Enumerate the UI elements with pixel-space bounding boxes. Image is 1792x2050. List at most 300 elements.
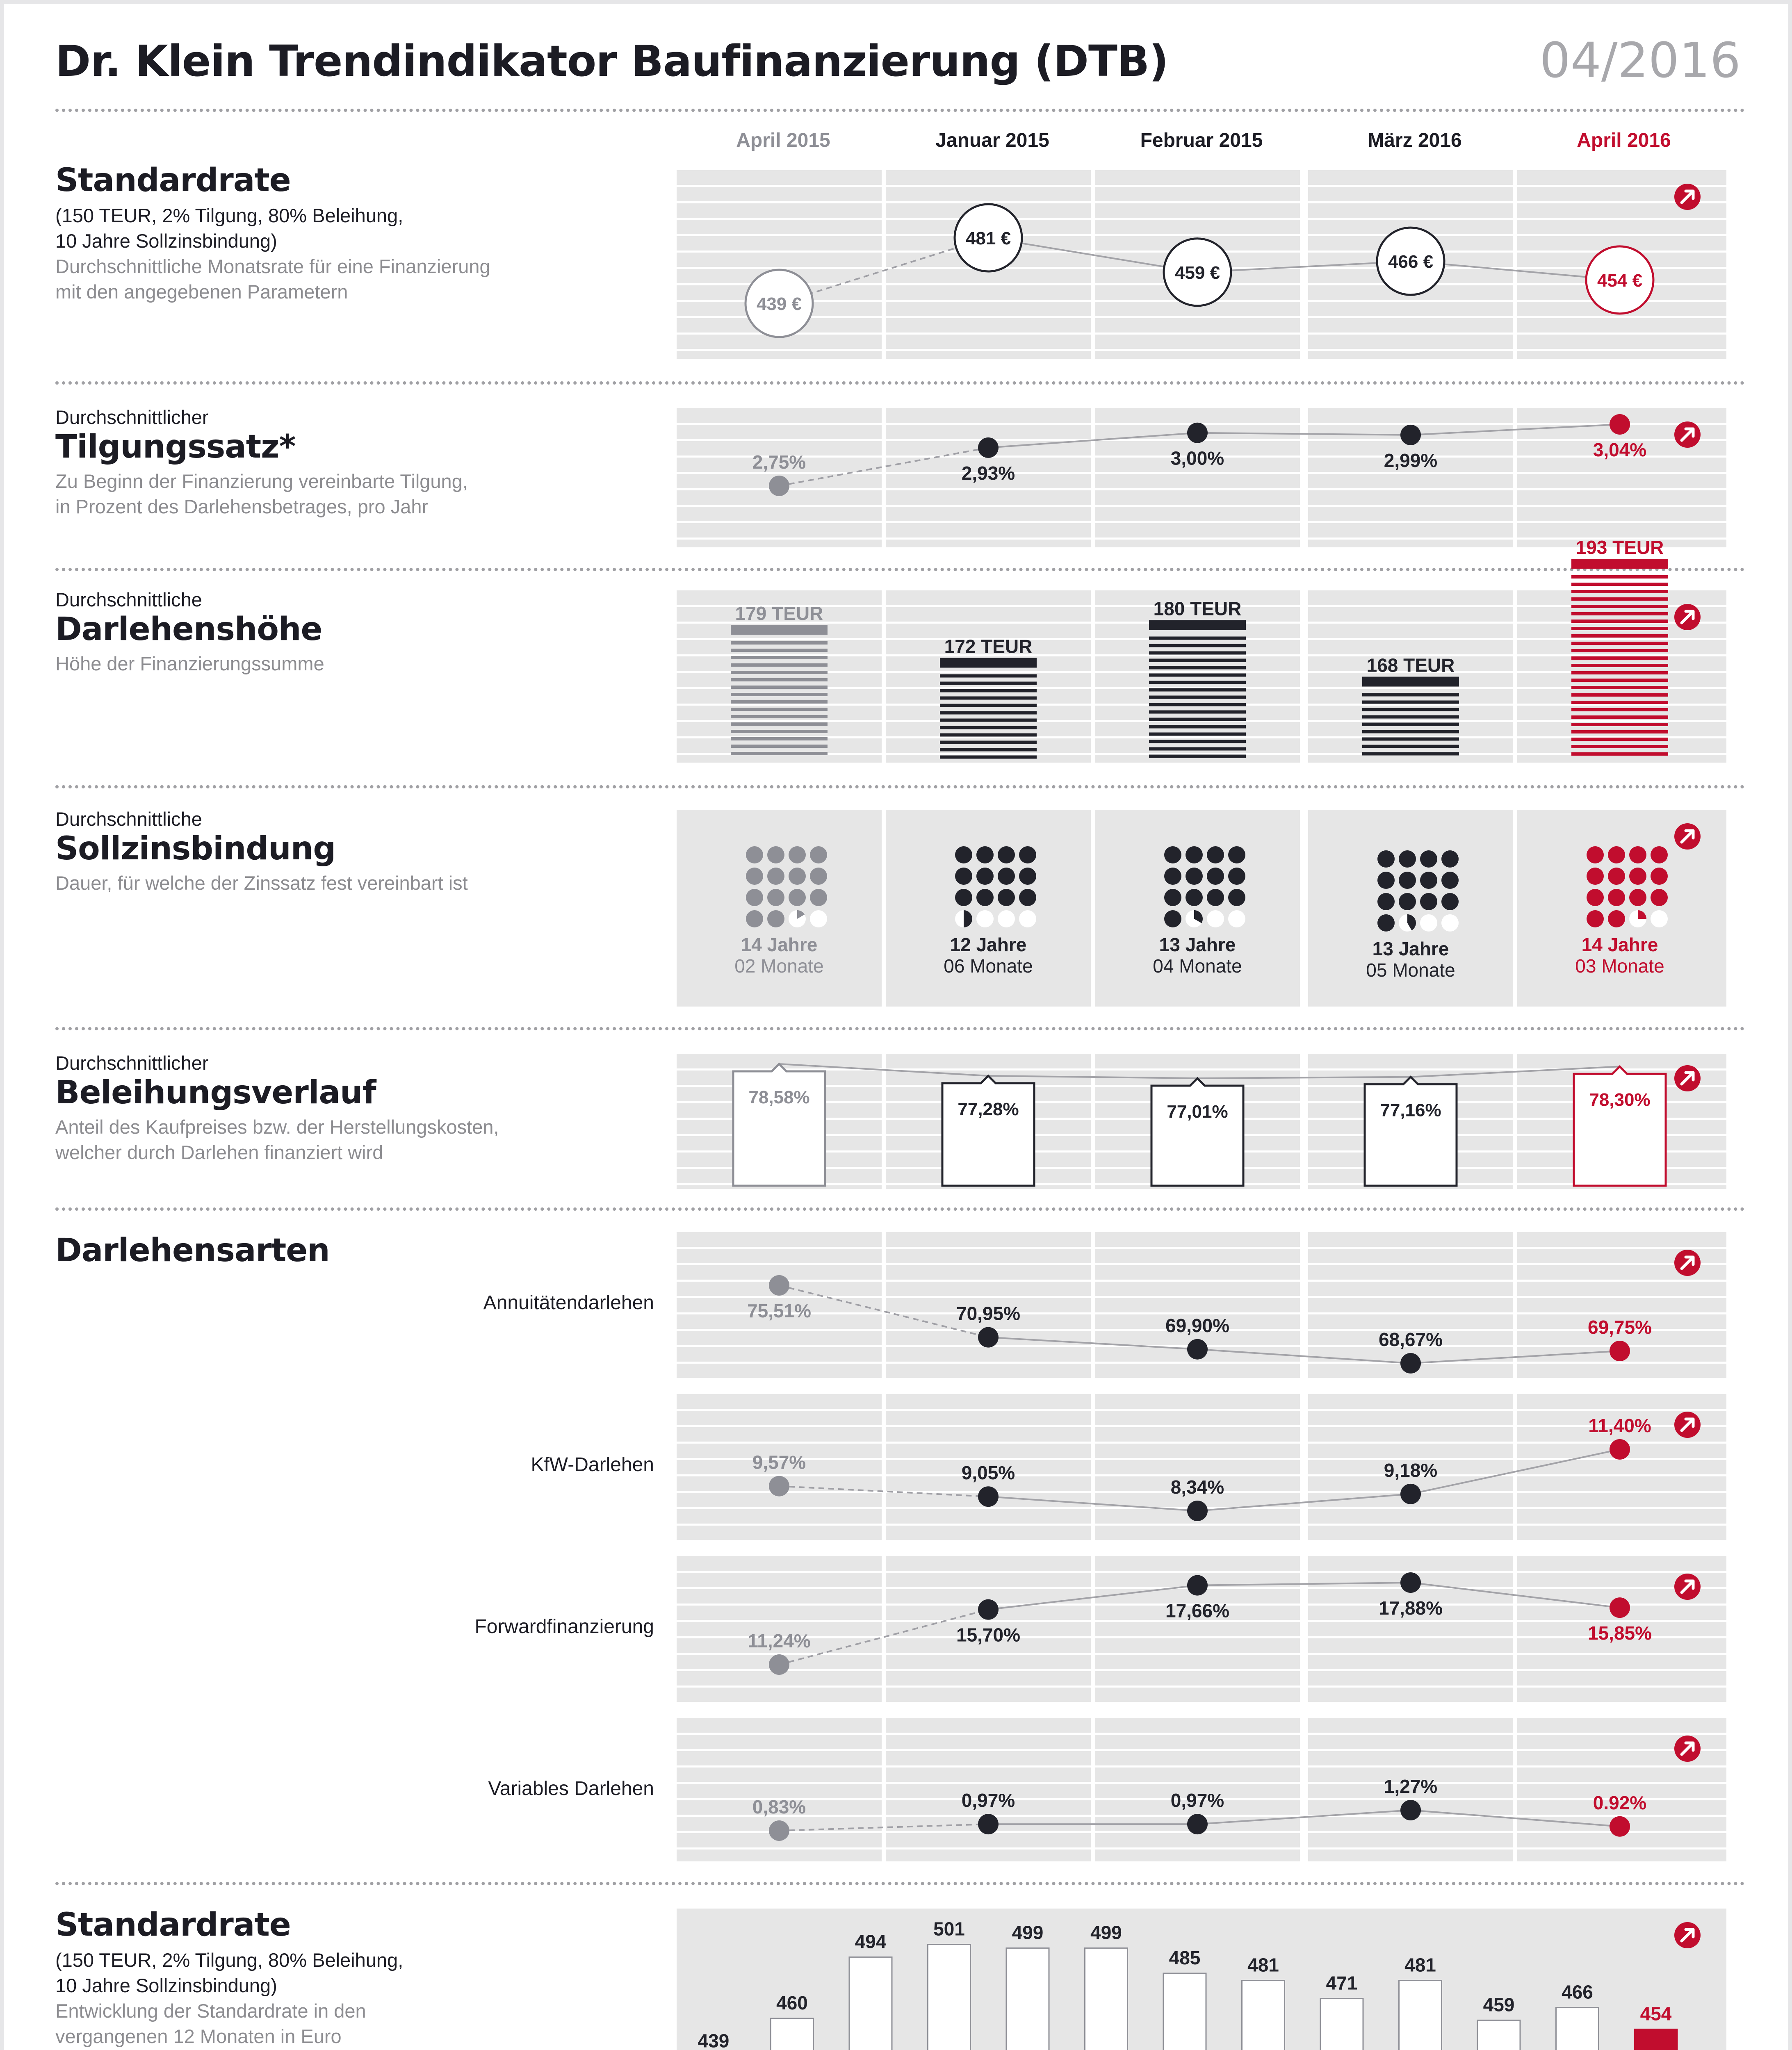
panel-stripe [677,538,882,540]
bar-stripe [1362,715,1459,719]
panel-stripe [1308,423,1513,425]
value-box [942,1076,1034,1186]
annuitaeten-label: Annuitätendarlehen [483,1292,654,1314]
panel-stripe [1308,1847,1513,1850]
panel-stripe [1517,1507,1726,1509]
bar-stripe [731,730,828,733]
panel-stripe [1517,472,1726,474]
data-label: 459 [1483,1994,1515,2016]
panel-stripe [1095,1571,1300,1573]
panel-stripe [1095,1749,1300,1751]
empty-dot [810,910,827,927]
bar-stripe [940,697,1037,700]
data-point [1610,1597,1630,1618]
bar-cap [1571,559,1668,569]
panel-stripe [1095,1765,1300,1768]
panel-stripe [1517,1296,1726,1298]
variabel-chart [677,1718,1747,1861]
bar-stripe [940,733,1037,737]
data-label: 11,24% [748,1630,811,1651]
bar-stripe [1571,701,1668,704]
panel-stripe [886,753,1091,755]
data-point [1610,1341,1630,1361]
panel-stripe [886,1296,1091,1298]
data-label: 471 [1326,1972,1358,1994]
panel-stripe [1517,720,1726,722]
year-dot [1441,893,1459,910]
data-label: 70,95% [956,1303,1021,1324]
data-label: 15,85% [1587,1622,1652,1644]
panel-stripe [886,333,1091,335]
year-dot [1164,846,1181,863]
panel-stripe [1095,1263,1300,1265]
panel-stripe [1095,1409,1300,1411]
bar-stripe [940,704,1037,707]
panel-stripe [1095,1068,1300,1071]
panel-stripe [1517,1571,1726,1573]
panel-stripe [1308,1442,1513,1444]
panel-stripe [886,1247,1091,1249]
panel-stripe [1095,1686,1300,1688]
panel-stripe [1095,1312,1300,1314]
bar-stripe [731,649,828,652]
panel-stripe [677,349,882,351]
bar-stripe [1571,686,1668,689]
data-label: 499 [1012,1922,1044,1943]
bar [849,1957,892,2050]
bar-cap [940,658,1037,668]
panel-stripe [1308,521,1513,523]
year-dot [955,889,972,906]
bar-stripe [1362,693,1459,697]
panel-stripe [1308,472,1513,474]
column-header-april-2015: April 2015 [736,130,830,151]
year-dot [810,846,827,863]
data-point [1187,423,1208,443]
year-dot [1587,846,1604,863]
bar-stripe [1571,642,1668,645]
panel-stripe [1095,1540,1300,1542]
bar-stripe [1149,644,1246,647]
data-label: 193 TEUR [1575,537,1664,558]
panel-stripe [677,1329,882,1331]
data-point [1400,1353,1421,1374]
bar-stripe [1149,696,1246,699]
darlehensarten-title: Darlehensarten [55,1232,330,1269]
panel-stripe [886,1507,1091,1509]
panel-stripe [886,185,1091,187]
panel-stripe [1095,1782,1300,1784]
panel-stripe [677,1507,882,1509]
data-point [978,1599,999,1620]
year-dot [746,910,763,927]
year-dot [1164,889,1181,906]
year-dot [1629,846,1646,863]
panel-stripe [886,1540,1091,1542]
panel-stripe [1517,1669,1726,1671]
verlauf-params-1: (150 TEUR, 2% Tilgung, 80% Beleihung, [55,1949,404,1971]
bar-stripe [731,671,828,674]
year-dot [1420,893,1437,910]
beleihung-desc-1: Anteil des Kaufpreises bzw. der Herstellungskosten, [55,1116,499,1138]
panel-stripe [1308,1409,1513,1411]
data-label: 2,99% [1384,449,1438,471]
bar-stripe [940,756,1037,759]
panel-stripe [677,1540,882,1542]
standardrate-desc-2: mit den angegebenen Parametern [55,281,348,303]
data-label: 439 [698,2030,730,2050]
panel-stripe [1308,1636,1513,1638]
panel-stripe [677,1247,882,1249]
bar-stripe [1571,612,1668,615]
empty-dot [1651,910,1668,927]
panel-stripe [1517,1702,1726,1704]
empty-dot [1441,914,1459,932]
panel-stripe [677,1686,882,1688]
panel-stripe [886,1442,1091,1444]
panel-stripe [886,1653,1091,1655]
panel-stripe [1095,1733,1300,1735]
panel-stripe [1095,1847,1300,1850]
bar-stripe [1571,752,1668,756]
value-box [1365,1077,1457,1186]
panel-stripe [677,1847,882,1850]
panel-stripe [886,1669,1091,1671]
panel-stripe [1308,333,1513,335]
panel-stripe [886,1620,1091,1622]
panel-stripe [886,1362,1091,1364]
panel-stripe [1308,488,1513,490]
panel-stripe [1517,521,1726,523]
panel-stripe [1095,234,1300,236]
panel-stripe [1308,1296,1513,1298]
panel-stripe [1517,1378,1726,1380]
bar-stripe [731,641,828,645]
empty-dot [998,910,1015,927]
panel-stripe [677,439,882,441]
year-dot [1587,910,1604,927]
year-dot [1164,910,1181,927]
forward-label: Forwardfinanzierung [474,1616,654,1638]
data-label: 69,75% [1587,1317,1652,1338]
bar-stripe [1571,738,1668,741]
data-label: 499 [1090,1922,1122,1943]
panel-stripe [1095,333,1300,335]
panel-stripe [886,1263,1091,1265]
year-dot [1420,872,1437,889]
panel-stripe [677,251,882,253]
bar-stripe [1571,693,1668,697]
bar-cap [1362,677,1459,687]
column-header-februar-2015: Februar 2015 [1140,130,1263,151]
panel-stripe [677,704,882,706]
panel-stripe [1517,1409,1726,1411]
panel-stripe [886,1765,1091,1768]
sollzins-label [55,808,588,896]
panel-stripe [1308,1068,1513,1071]
bar [1399,1981,1442,2050]
empty-dot [1207,910,1224,927]
bar-stripe [1362,745,1459,748]
tilgung-label [55,406,588,519]
panel-stripe [886,1782,1091,1784]
panel-stripe [1308,1733,1513,1735]
year-dot [1587,889,1604,906]
panel-stripe [1095,1362,1300,1364]
arrow-circle-icon [1674,823,1701,850]
arrow-circle-icon [1674,604,1701,630]
panel-stripe [1095,1425,1300,1427]
panel-stripe [677,1296,882,1298]
panel-stripe [677,1733,882,1735]
panel-stripe [886,1524,1091,1526]
bar-stripe [1362,701,1459,704]
value-box [1151,1078,1243,1186]
kfw-chart [677,1394,1747,1542]
darlehenshoehe-label [55,588,588,676]
bar-stripe [1571,627,1668,630]
year-dot [767,889,784,906]
panel-stripe [886,505,1091,507]
data-label: 3,00% [1170,447,1224,469]
panel-stripe [886,1571,1091,1573]
data-label: 466 [1562,1981,1593,2003]
panel-stripe [1517,218,1726,220]
bar-stripe [1149,711,1246,714]
panel-stripe [677,1442,882,1444]
year-dot [976,868,994,885]
panel-background [886,810,1091,1007]
year-dot [1186,846,1203,863]
year-dot [746,868,763,885]
year-dot [1629,889,1646,906]
darlehenshoehe-pre: Durchschnittliche [55,589,202,610]
year-dot [767,910,784,927]
panel-stripe [1308,1669,1513,1671]
bar-stripe [1149,747,1246,751]
data-label: 2,75% [752,451,806,473]
bar-stripe [1571,583,1668,586]
panel-stripe [1095,1653,1300,1655]
panel-stripe [886,622,1091,624]
data-label: 494 [855,1931,887,1952]
column-header-januar-2015: Januar 2015 [935,130,1049,151]
year-dot [1164,868,1181,885]
panel-stripe [1517,505,1726,507]
panel-background [677,1556,882,1704]
darlehenshoehe-desc: Höhe der Finanzierungssumme [55,653,324,674]
empty-dot [976,910,994,927]
panel-stripe [1308,1247,1513,1249]
column-header-maerz-2016: März 2016 [1368,130,1462,151]
data-label: 77,16% [1380,1100,1441,1121]
data-label: 481 [1404,1954,1436,1976]
panel-stripe [1095,1280,1300,1282]
beleihung-pre: Durchschnittlicher [55,1052,209,1074]
bar-stripe [940,741,1037,744]
data-label: 179 TEUR [735,603,823,624]
data-point [769,1654,789,1675]
sollzins-pre: Durchschnittliche [55,808,202,830]
bar-stripe [1149,681,1246,684]
standardrate-chart [677,170,1747,359]
panel-stripe [1095,538,1300,540]
bar [1320,1999,1363,2050]
panel-stripe [1517,1733,1726,1735]
data-label: 9,57% [752,1451,806,1473]
panel-stripe [1308,1831,1513,1833]
data-label: 9,18% [1384,1459,1438,1481]
data-label: 2,93% [961,462,1015,484]
data-label: 1,27% [1384,1776,1438,1797]
panel-stripe [1517,1474,1726,1476]
years-label: 12 Jahre [950,934,1027,955]
panel-stripe [677,505,882,507]
panel-stripe [1308,218,1513,220]
panel-stripe [886,1847,1091,1850]
tilgung-chart [677,408,1747,547]
bar-stripe [940,711,1037,715]
months-label: 06 Monate [944,955,1033,977]
panel-stripe [1095,201,1300,203]
data-label: 460 [776,1992,808,2014]
bar-stripe [1571,575,1668,579]
year-dot [1587,868,1604,885]
verlauf-desc-1: Entwicklung der Standardrate in den [55,2000,366,2022]
bar-stripe [1362,730,1459,733]
sollzins-desc: Dauer, für welche der Zinssatz fest vereinbart ist [55,872,468,894]
bar-stripe [1571,671,1668,674]
year-dot [1629,868,1646,885]
year-dot [767,868,784,885]
bar-stripe [731,708,828,711]
bar-stripe [1149,637,1246,640]
panel-stripe [1308,622,1513,624]
data-label: 454 € [1597,270,1643,291]
verlauf-title: Standardrate [55,1906,291,1943]
year-dot [810,868,827,885]
data-point [1187,1814,1208,1834]
bar [1006,1948,1049,2050]
panel-stripe [677,1378,882,1380]
panel-stripe [1517,1312,1726,1314]
empty-dot [1228,910,1245,927]
data-label: 75,51% [747,1300,812,1321]
panel-stripe [677,234,882,236]
panel-stripe [677,423,882,425]
panel-stripe [1095,349,1300,351]
panel-stripe [1095,316,1300,318]
panel-stripe [677,1409,882,1411]
panel-stripe [1517,1540,1726,1542]
panel-stripe [677,1524,882,1526]
verlauf-params-2: 10 Jahre Sollzinsbindung) [55,1975,277,1996]
year-dot [1207,868,1224,885]
data-label: 9,05% [961,1462,1015,1484]
divider [55,785,1745,788]
arrow-circle-icon [1674,1574,1701,1600]
forward-chart [677,1556,1747,1704]
panel-stripe [886,1425,1091,1427]
tilgung-title: Tilgungssatz* [55,428,296,465]
panel-stripe [1308,1702,1513,1704]
data-point [1400,1572,1421,1593]
panel-stripe [1095,1296,1300,1298]
panel-stripe [1517,488,1726,490]
panel-stripe [1517,234,1726,236]
panel-stripe [886,488,1091,490]
panel-stripe [677,1345,882,1347]
data-label: 466 € [1388,252,1434,272]
bar-stripe [1149,666,1246,670]
panel-stripe [1095,671,1300,673]
months-label: 03 Monate [1575,955,1664,977]
year-dot [1441,872,1459,889]
standardrate-title: Standardrate [55,162,291,199]
data-label: 3,04% [1593,439,1647,460]
panel-stripe [886,283,1091,285]
panel-stripe [677,1620,882,1622]
bar-stripe [1149,688,1246,692]
panel-stripe [1517,349,1726,351]
panel-stripe [886,1409,1091,1411]
panel-stripe [1308,1378,1513,1380]
panel-stripe [1308,1765,1513,1768]
panel-stripe [1517,1782,1726,1784]
panel-stripe [1095,1442,1300,1444]
year-dot [1651,868,1668,885]
bar [1635,2029,1677,2050]
bar-stripe [1149,718,1246,721]
panel-stripe [677,1263,882,1265]
year-dot [1207,889,1224,906]
bar-stripe [1571,620,1668,623]
bar-stripe [731,745,828,748]
data-point [769,1476,789,1496]
data-point [1400,1800,1421,1820]
panel-stripe [677,201,882,203]
bar-stripe [731,715,828,718]
bar-stripe [1149,651,1246,655]
year-dot [1019,846,1036,863]
data-label: 78,30% [1589,1090,1651,1110]
panel-stripe [677,1702,882,1704]
years-label: 13 Jahre [1159,934,1236,955]
bar-stripe [940,748,1037,752]
bar-stripe [1571,597,1668,601]
data-label: 454 [1640,2003,1672,2025]
divider [55,1027,1745,1030]
data-point [769,1275,789,1296]
beleihung-title: Beleihungsverlauf [55,1074,376,1111]
data-label: 17,66% [1165,1600,1230,1622]
panel-stripe [1095,753,1300,755]
year-dot [810,889,827,906]
panel-stripe [886,1733,1091,1735]
annuitaeten-chart [677,1232,1747,1380]
arrow-circle-icon [1674,1250,1701,1276]
months-label: 02 Monate [734,955,824,977]
year-dot [1399,850,1416,868]
panel-stripe [1517,1524,1726,1526]
bar-stripe [940,726,1037,729]
panel-stripe [1308,201,1513,203]
data-label: 68,67% [1378,1329,1443,1350]
bar [1556,2008,1599,2050]
data-label: 78,58% [748,1087,810,1107]
beleihung-label [55,1052,588,1165]
panel-stripe [886,423,1091,425]
